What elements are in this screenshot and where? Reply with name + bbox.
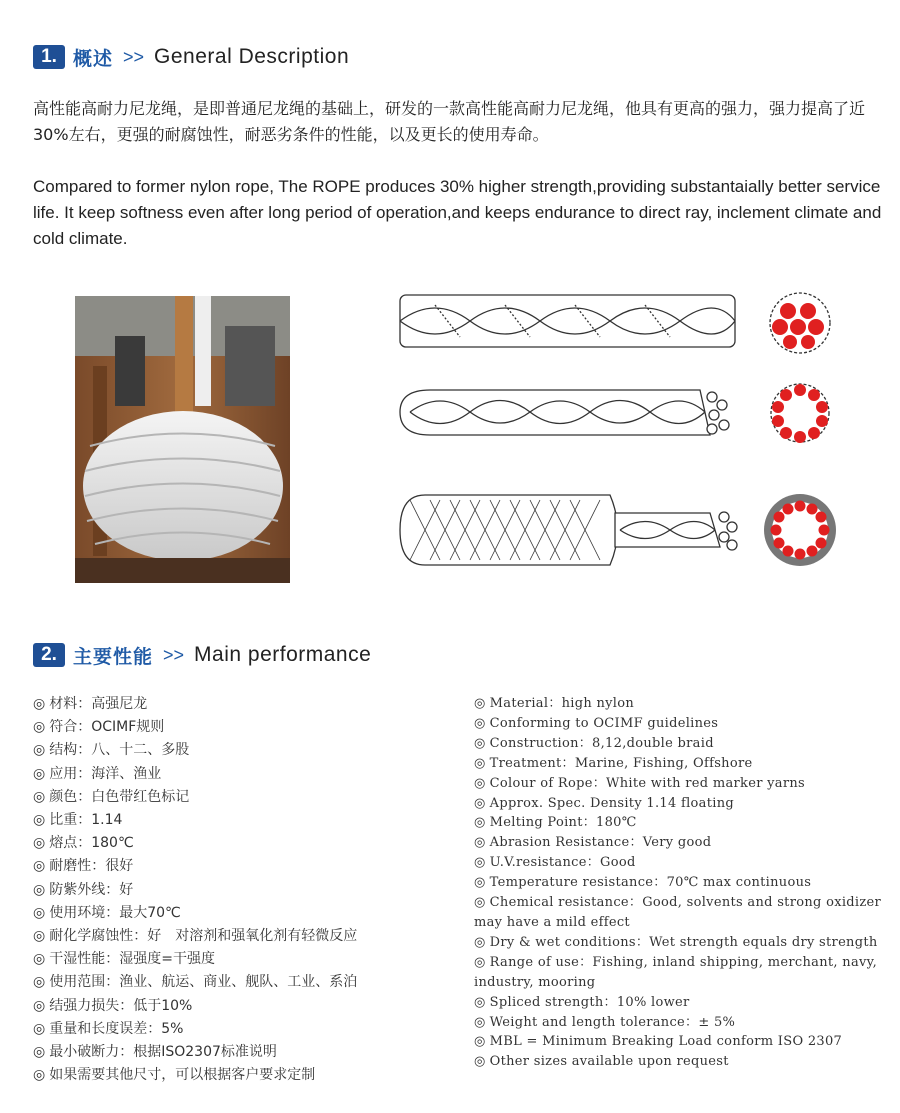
double-circle-icon: ◎ <box>474 715 486 731</box>
spec-text: Spliced strength：10% lower <box>489 994 690 1010</box>
spec-item <box>33 855 357 878</box>
double-circle-icon: ◎ <box>474 696 486 711</box>
spec-item <box>474 873 884 893</box>
double-circle-icon: ◎ <box>474 954 486 970</box>
section-number: 1. <box>33 45 65 69</box>
double-circle-icon: ◎ <box>33 1067 46 1084</box>
section-heading-general <box>33 42 349 72</box>
spec-item <box>33 1064 357 1087</box>
spec-item <box>474 1052 884 1072</box>
spec-text: Treatment：Marine, Fishing, Offshore <box>489 755 753 771</box>
spec-item <box>33 832 357 855</box>
double-circle-icon: ◎ <box>33 742 46 759</box>
double-circle-icon: ◎ <box>33 881 46 898</box>
spec-item <box>33 739 357 762</box>
double-braid-cross-section-icon <box>764 494 836 566</box>
double-circle-icon: ◎ <box>33 719 46 736</box>
spec-item <box>33 763 357 786</box>
three-strand-rope-icon <box>400 295 735 347</box>
double-circle-icon: ◎ <box>474 775 486 791</box>
double-circle-icon: ◎ <box>33 835 46 852</box>
spec-text: Construction：8,12,double braid <box>489 735 714 751</box>
braided-rope-icon <box>400 390 729 435</box>
spec-text: 如果需要其他尺寸，可以根据客户要求定制 <box>49 1067 316 1084</box>
section-title-en: General Description <box>154 45 350 68</box>
spec-text: Range of use：Fishing, inland shipping, merchant, navy, industry, mooring <box>474 954 878 990</box>
double-circle-icon: ◎ <box>474 875 486 891</box>
spec-list-en <box>474 694 884 1072</box>
spec-item <box>33 693 357 716</box>
spec-item <box>474 893 884 933</box>
double-circle-icon: ◎ <box>474 934 486 950</box>
double-circle-icon: ◎ <box>33 1020 46 1037</box>
spec-text: U.V.resistance：Good <box>489 855 636 871</box>
double-circle-icon: ◎ <box>474 895 486 911</box>
double-circle-icon: ◎ <box>33 696 46 712</box>
spec-item <box>474 794 884 814</box>
three-strand-cross-section-icon <box>770 293 830 353</box>
spec-item <box>33 786 357 809</box>
spec-text: Temperature resistance：70℃ max continuous <box>489 875 812 891</box>
spec-item <box>33 716 357 739</box>
spec-item <box>474 1013 884 1033</box>
spec-item <box>33 1018 357 1041</box>
spec-text: 材料：高强尼龙 <box>49 696 148 712</box>
spec-item <box>474 833 884 853</box>
double-circle-icon: ◎ <box>33 904 46 921</box>
spec-item <box>474 1032 884 1052</box>
spec-text: 颜色：白色带红色标记 <box>49 788 190 805</box>
spec-text: Weight and length tolerance：± 5% <box>489 1014 736 1030</box>
spec-text: 防紫外线：好 <box>49 881 134 898</box>
spec-text: 结构：八、十二、多股 <box>49 742 190 759</box>
section-arrow: >> <box>163 644 185 665</box>
spec-item <box>474 734 884 754</box>
spec-item <box>33 925 357 948</box>
spec-item <box>33 948 357 971</box>
spec-item <box>474 993 884 1013</box>
double-circle-icon: ◎ <box>474 1034 486 1050</box>
spec-text: Material：high nylon <box>489 696 635 711</box>
spec-text: 最小破断力：根据ISO2307标准说明 <box>49 1044 277 1061</box>
double-circle-icon: ◎ <box>33 974 46 991</box>
spec-item <box>33 809 357 832</box>
spec-item <box>474 774 884 794</box>
double-circle-icon: ◎ <box>474 994 486 1010</box>
rope-construction-diagram <box>390 285 850 580</box>
spec-text: 使用范围：渔业、航运、商业、舰队、工业、系泊 <box>49 974 358 991</box>
spec-text: Approx. Spec. Density 1.14 floating <box>489 795 735 811</box>
intro-paragraph-zh: 高性能高耐力尼龙绳，是即普通尼龙绳的基础上，研发的一款高性能高耐力尼龙绳，他具有更高的强力，强力提高了近30%左右，更强的耐腐蚀性，耐恶劣条件的性能，以及更长的使用寿命。 <box>33 99 866 144</box>
double-circle-icon: ◎ <box>33 765 46 782</box>
section-title-zh: 概述 <box>73 47 114 70</box>
spec-item <box>474 853 884 873</box>
spec-item <box>33 971 357 994</box>
double-circle-icon: ◎ <box>474 1054 486 1070</box>
spec-text: 重量和长度误差：5% <box>49 1020 184 1037</box>
section-arrow: >> <box>123 46 145 67</box>
double-circle-icon: ◎ <box>474 795 486 811</box>
double-braid-rope-icon <box>400 495 737 565</box>
spec-text: Chemical resistance：Good, solvents and strong oxidizer may have a mild effect <box>474 895 882 930</box>
double-circle-icon: ◎ <box>474 815 486 831</box>
spec-text: 使用环境：最大70℃ <box>49 904 181 921</box>
double-circle-icon: ◎ <box>474 1014 486 1030</box>
spec-text: Dry & wet conditions：Wet strength equals dry strength <box>489 934 878 950</box>
braided-cross-section-icon <box>771 384 829 443</box>
double-circle-icon: ◎ <box>33 788 46 805</box>
double-circle-icon: ◎ <box>33 812 46 829</box>
spec-text: 比重：1.14 <box>49 812 123 829</box>
spec-item <box>474 813 884 833</box>
double-circle-icon: ◎ <box>33 1044 46 1061</box>
spec-text: 干湿性能：湿强度=干强度 <box>49 951 215 968</box>
section-title-en: Main performance <box>194 643 372 666</box>
spec-item <box>33 995 357 1018</box>
double-circle-icon: ◎ <box>33 951 46 968</box>
spec-item <box>33 879 357 902</box>
double-circle-icon: ◎ <box>474 735 486 751</box>
spec-item <box>474 953 884 993</box>
double-circle-icon: ◎ <box>33 928 46 945</box>
double-circle-icon: ◎ <box>474 835 486 851</box>
spec-item <box>474 754 884 774</box>
spec-text: 耐磨性：很好 <box>49 858 134 875</box>
spec-text: MBL = Minimum Breaking Load conform ISO 2307 <box>489 1034 843 1050</box>
spec-item <box>474 694 884 714</box>
double-circle-icon: ◎ <box>474 755 486 771</box>
section-title-zh: 主要性能 <box>73 645 154 668</box>
spec-item <box>33 1041 357 1064</box>
double-circle-icon: ◎ <box>33 997 46 1014</box>
spec-text: Other sizes available upon request <box>489 1054 729 1070</box>
spec-text: 耐化学腐蚀性：好 对溶剂和强氧化剂有轻微反应 <box>49 928 358 945</box>
spec-item <box>33 902 357 925</box>
spec-text: Colour of Rope：White with red marker yarns <box>489 775 806 791</box>
spec-list-zh <box>33 693 357 1087</box>
spec-item <box>474 933 884 953</box>
section-heading-performance <box>33 640 371 670</box>
spec-text: 应用：海洋、渔业 <box>49 765 162 782</box>
spec-text: Abrasion Resistance：Very good <box>489 835 712 851</box>
section-number: 2. <box>33 643 65 667</box>
spec-text: Melting Point：180℃ <box>489 815 637 831</box>
double-circle-icon: ◎ <box>474 855 486 871</box>
spec-text: 符合：OCIMF规则 <box>49 719 165 736</box>
double-circle-icon: ◎ <box>33 858 46 875</box>
spec-item <box>474 714 884 734</box>
spec-text: Conforming to OCIMF guidelines <box>489 715 719 731</box>
spec-text: 结强力损失：低于10% <box>49 997 193 1014</box>
intro-paragraph-en: Compared to former nylon rope, The ROPE produces 30% higher strength,providing substantaially better service life. It keep softness even after long period of operation,and keeps endurance to direct ray, inclement climate and cold climate. <box>33 177 882 248</box>
rope-photo <box>75 296 290 583</box>
spec-text: 熔点：180℃ <box>49 835 134 852</box>
